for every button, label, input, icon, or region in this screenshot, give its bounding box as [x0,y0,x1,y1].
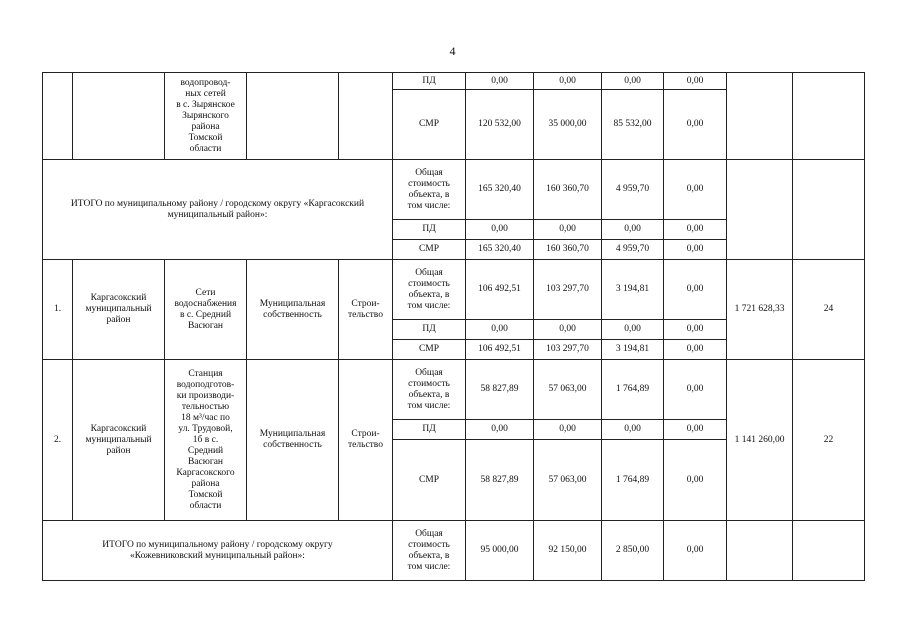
value-cell: 0,00 [534,220,602,240]
value-cell: 160 360,70 [534,160,602,220]
page-number: 4 [449,44,456,58]
value-cell: 0,00 [664,340,727,360]
value-cell: 85 532,00 [602,90,664,160]
value-cell: 0,00 [602,220,664,240]
value-cell: 57 063,00 [534,440,602,521]
district-cell [73,73,165,160]
value-cell: 0,00 [664,73,727,90]
value-cell: 1 764,89 [602,360,664,420]
value-cell: 0,00 [466,320,534,340]
term-cell [793,160,865,260]
value-cell: 103 297,70 [534,260,602,320]
table-row [43,73,865,90]
cost-type-label: СМР [393,440,466,521]
num-cell [43,73,73,160]
value-cell: 35 000,00 [534,90,602,160]
value-cell: 0,00 [664,320,727,340]
value-cell: 0,00 [664,160,727,220]
value-cell: 58 827,89 [466,360,534,420]
cost-type-label: СМР [393,90,466,160]
table-row [43,360,865,420]
cost-type-label: ПД [393,73,466,90]
cost-type-label: ПД [393,320,466,340]
value-cell: 0,00 [664,521,727,581]
investment-table [42,72,865,581]
value-cell: 165 320,40 [466,240,534,260]
value-cell: 106 492,51 [466,260,534,320]
cost-type-label: СМР [393,340,466,360]
value-cell: 160 360,70 [534,240,602,260]
value-cell: 95 000,00 [466,521,534,581]
cost-type-label: Общая стоимость объекта, в том числе: [393,160,466,220]
value-cell: 0,00 [466,220,534,240]
value-cell: 0,00 [602,73,664,90]
value-cell: 0,00 [664,440,727,521]
value-cell: 0,00 [664,240,727,260]
value-cell: 58 827,89 [466,440,534,521]
value-cell: 92 150,00 [534,521,602,581]
work-type-cell [339,73,393,160]
cost-type-label: СМР [393,240,466,260]
object-cell: водопровод- ных сетей в с. Зырянское Зырянского района Томской области [165,73,247,160]
value-cell: 0,00 [664,220,727,240]
value-cell: 0,00 [664,360,727,420]
value-cell: 0,00 [534,73,602,90]
itogo-label: ИТОГО по муниципальному району / городскому округу «Каргасокский муниципальный район»: [43,160,393,260]
capacity-cell [727,160,793,260]
capacity-cell [727,73,793,160]
value-cell: 0,00 [534,320,602,340]
num-cell: 1. [43,260,73,360]
value-cell: 0,00 [602,320,664,340]
value-cell: 4 959,70 [602,240,664,260]
value-cell: 106 492,51 [466,340,534,360]
term-cell [793,521,865,581]
ownership-cell: Муниципальная собственность [247,360,339,521]
num-cell: 2. [43,360,73,521]
district-cell: Каргасокский муниципальный район [73,260,165,360]
value-cell: 120 532,00 [466,90,534,160]
value-cell: 2 850,00 [602,521,664,581]
table-row [43,160,865,220]
term-cell: 24 [793,260,865,360]
table-row [43,521,865,581]
value-cell: 0,00 [466,73,534,90]
value-cell: 0,00 [664,90,727,160]
district-cell: Каргасокский муниципальный район [73,360,165,521]
ownership-cell [247,73,339,160]
work-type-cell: Строи- тельство [339,260,393,360]
itogo-label: ИТОГО по муниципальному району / городскому округу «Кожевниковский муниципальный район»: [43,521,393,581]
term-cell [793,73,865,160]
value-cell: 0,00 [664,260,727,320]
object-cell: Сети водоснабжения в с. Средний Васюган [165,260,247,360]
object-cell: Станция водоподготов- ки производи- тельностью 18 м³/час по ул. Трудовой, 1б в с. Средний Васюган Каргасокского района Томской области [165,360,247,521]
cost-type-label: Общая стоимость объекта, в том числе: [393,521,466,581]
cost-type-label: ПД [393,420,466,440]
value-cell: 3 194,81 [602,260,664,320]
value-cell: 57 063,00 [534,360,602,420]
capacity-cell [727,521,793,581]
value-cell: 3 194,81 [602,340,664,360]
capacity-cell: 1 141 260,00 [727,360,793,521]
cost-type-label: ПД [393,220,466,240]
value-cell: 165 320,40 [466,160,534,220]
value-cell: 0,00 [602,420,664,440]
term-cell: 22 [793,360,865,521]
table-row [43,260,865,320]
ownership-cell: Муниципальная собственность [247,260,339,360]
value-cell: 103 297,70 [534,340,602,360]
value-cell: 4 959,70 [602,160,664,220]
value-cell: 0,00 [664,420,727,440]
capacity-cell: 1 721 628,33 [727,260,793,360]
work-type-cell: Строи- тельство [339,360,393,521]
value-cell: 1 764,89 [602,440,664,521]
value-cell: 0,00 [466,420,534,440]
value-cell: 0,00 [534,420,602,440]
cost-type-label: Общая стоимость объекта, в том числе: [393,260,466,320]
cost-type-label: Общая стоимость объекта, в том числе: [393,360,466,420]
